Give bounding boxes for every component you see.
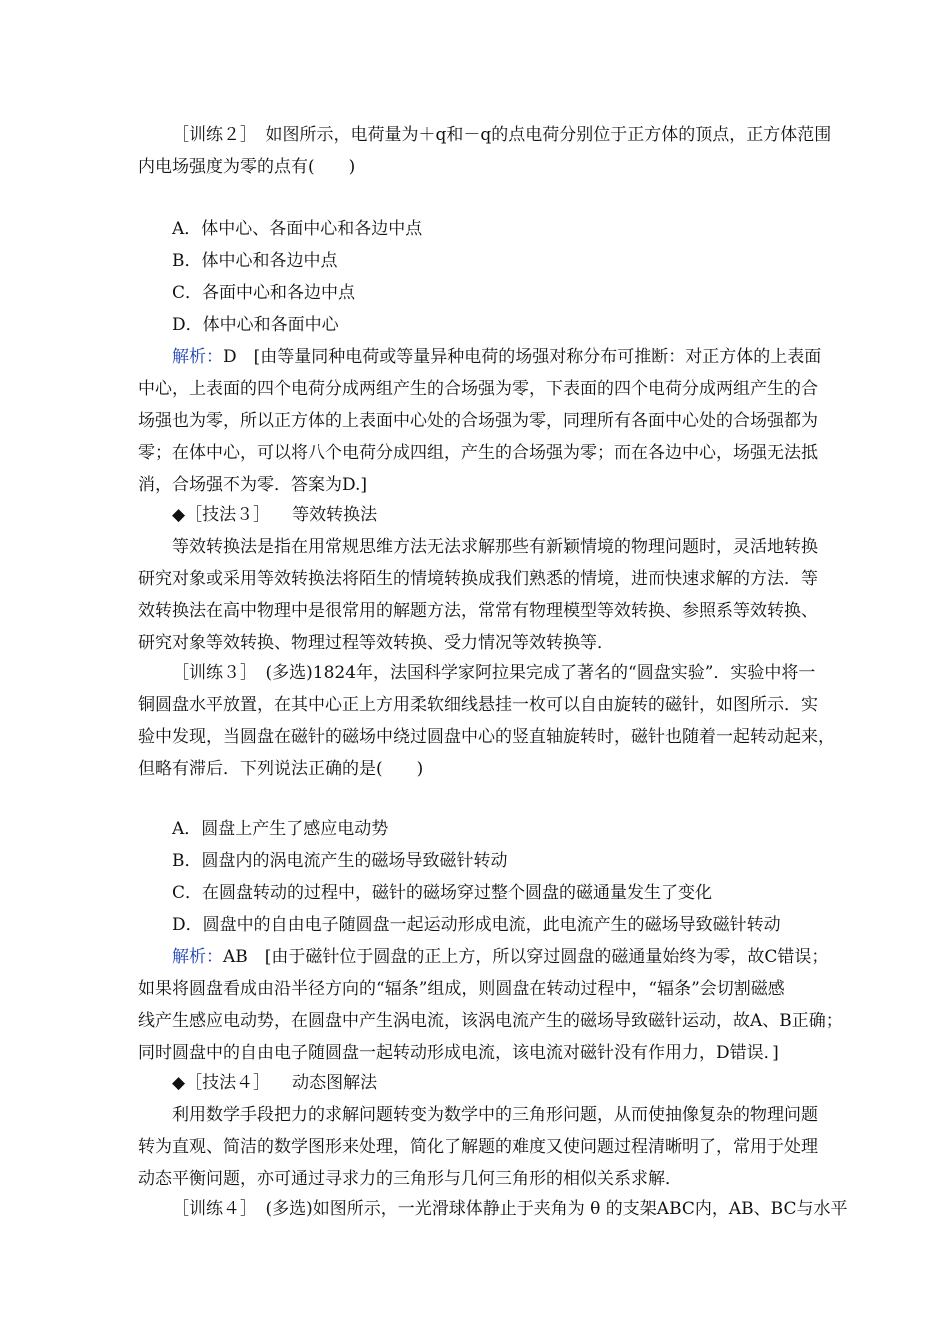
method3-para-line-4: 研究对象等效转换、物理过程等效转换、受力情况等效转换等．: [138, 633, 614, 653]
training2-analysis-line-1: [172, 346, 862, 370]
training3-analysis-line-1: [172, 946, 862, 970]
analysis-label: 解析：: [172, 347, 223, 367]
training2-option-a: A．体中心、各面中心和各边中点: [172, 219, 423, 239]
training3-analysis-line-4: 同时圆盘中的自由电子随圆盘一起转动形成电流，该电流对磁针没有作用力，D错误．]: [138, 1043, 779, 1063]
training3-line-2: 铜圆盘水平放置，在其中心正上方用柔软细线悬挂一枚可以自由旋转的磁针，如图所示．实: [138, 695, 818, 715]
training3-line-4: 但略有滞后．下列说法正确的是( ): [138, 759, 424, 779]
training2-line-1: ［训练２］ 如图所示，电荷量为＋q和－q的点电荷分别位于正方体的顶点，正方体范围: [172, 125, 832, 145]
method4-para-line-2: 转为直观、简洁的数学图形来处理，简化了解题的难度又使问题过程清晰明了，常用于处理: [138, 1137, 818, 1157]
diamond-icon: ◆: [172, 1073, 186, 1093]
method3-para-line-2: 研究对象或采用等效转换法将陌生的情境转换成我们熟悉的情境，进而快速求解的方法．等: [138, 569, 818, 589]
method4-para-line-1: 利用数学手段把力的求解问题转变为数学中的三角形问题，从而使抽像复杂的物理问题: [172, 1105, 818, 1125]
method3-para-line-3: 效转换法在高中物理中是很常用的解题方法，常常有物理模型等效转换、参照系等效转换、: [138, 601, 818, 621]
training2-option-d: D．体中心和各面中心: [172, 315, 339, 335]
training2-analysis-line-3: 场强也为零，所以正方体的上表面中心处的合场强为零，同理所有各面中心处的合场强都为: [138, 411, 818, 431]
analysis-text: AB [由于磁针位于圆盘的正上方，所以穿过圆盘的磁通量始终为零，故C错误；: [223, 947, 829, 967]
training3-option-b: B．圆盘内的涡电流产生的磁场导致磁针转动: [172, 851, 508, 871]
training3-option-d: D．圆盘中的自由电子随圆盘一起运动形成电流，此电流产生的磁场导致磁针转动: [172, 915, 781, 935]
training3-option-a: A．圆盘上产生了感应电动势: [172, 819, 389, 839]
training2-option-c: C．各面中心和各边中点: [172, 283, 356, 303]
method4-para-line-3: 动态平衡问题，亦可通过寻求力的三角形与几何三角形的相似关系求解．: [138, 1169, 682, 1189]
method4-heading: [172, 1072, 862, 1096]
method3-heading-title: 等效转换法: [292, 505, 378, 525]
training3-line-1: ［训练３］ (多选)1824年，法国科学家阿拉果完成了著名的“圆盘实验”．实验中将一: [172, 663, 816, 683]
training3-option-c: C．在圆盘转动的过程中，磁针的磁场穿过整个圆盘的磁通量发生了变化: [172, 883, 713, 903]
diamond-icon: ◆: [172, 505, 186, 525]
method3-heading-label: ［技法３］: [185, 505, 271, 525]
method3-heading: [172, 504, 862, 528]
training2-option-b: B．体中心和各边中点: [172, 251, 338, 271]
analysis-label: 解析：: [172, 947, 223, 967]
training4-line-1: ［训练４］ (多选)如图所示，一光滑球体静止于夹角为 θ 的支架ABC内，AB、BC与水平: [172, 1199, 848, 1219]
method4-heading-title: 动态图解法: [292, 1073, 378, 1093]
training3-analysis-line-3: 线产生感应电动势，在圆盘中产生涡电流，该涡电流产生的磁场导致磁针运动，故A、B正确；: [138, 1011, 843, 1031]
training3-analysis-line-2: 如果将圆盘看成由沿半径方向的“辐条”组成，则圆盘在转动过程中，“辐条”会切割磁感: [138, 979, 785, 999]
training2-analysis-line-2: 中心，上表面的四个电荷分成两组产生的合场强为零，下表面的四个电荷分成两组产生的合: [138, 379, 818, 399]
training2-analysis-line-4: 零；在体中心，可以将八个电荷分成四组，产生的合场强为零；而在各边中心，场强无法抵: [138, 443, 818, 463]
training3-line-3: 验中发现，当圆盘在磁针的磁场中绕过圆盘中心的竖直轴旋转时，磁针也随着一起转动起来，: [138, 727, 835, 747]
training2-line-2: 内电场强度为零的点有( ): [138, 157, 356, 177]
method4-heading-label: ［技法４］: [185, 1073, 271, 1093]
method3-para-line-1: 等效转换法是指在用常规思维方法无法求解那些有新颖情境的物理问题时，灵活地转换: [172, 537, 818, 557]
training2-analysis-line-5: 消，合场强不为零．答案为D.]: [138, 475, 368, 495]
analysis-text: D [由等量同种电荷或等量异种电荷的场强对称分布可推断：对正方体的上表面: [223, 347, 822, 367]
